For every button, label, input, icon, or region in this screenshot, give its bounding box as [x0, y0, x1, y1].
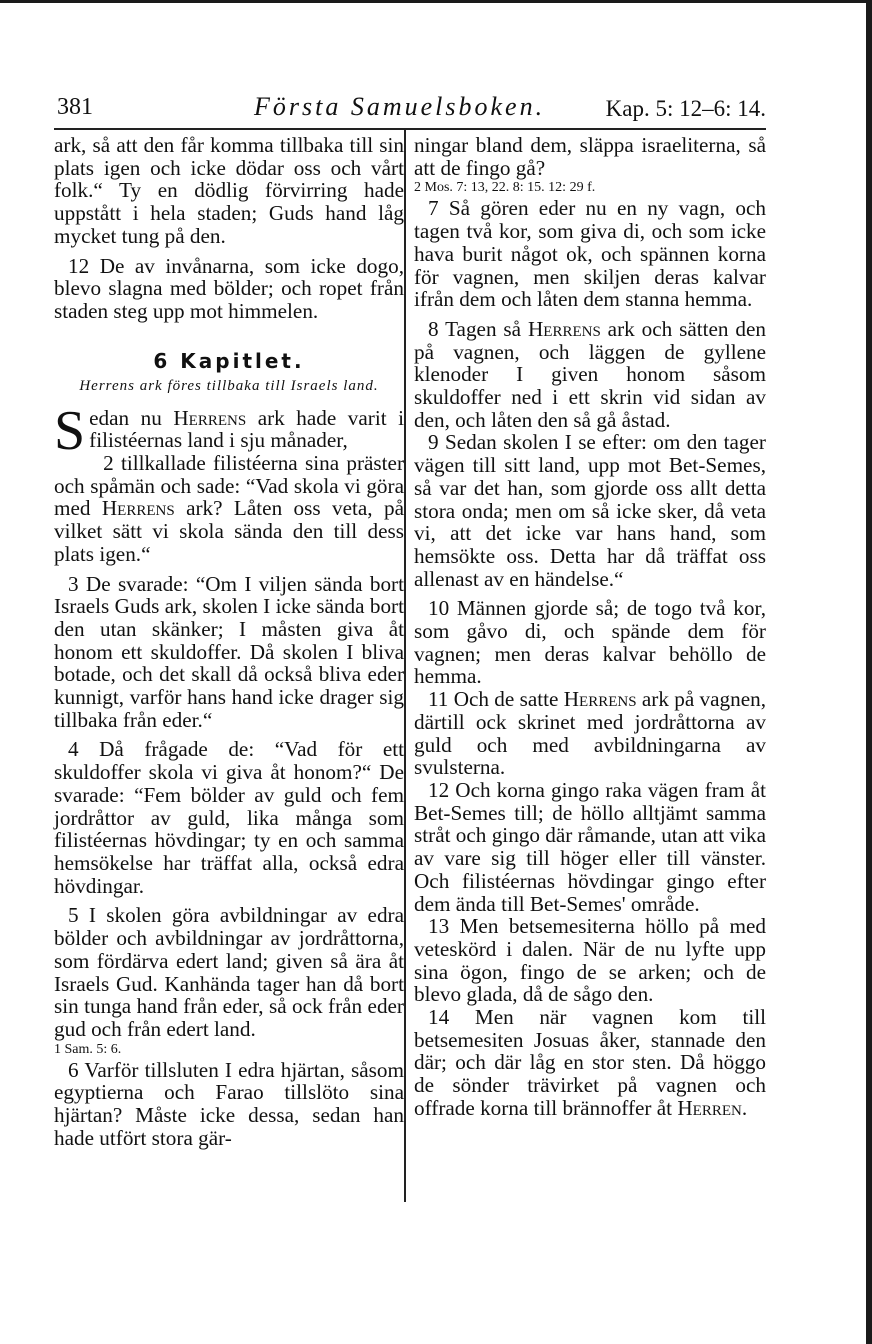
chapter-reference: Kap. 5: 12–6: 14. [605, 96, 766, 121]
header-rule [54, 128, 766, 130]
verse-2: 2 tillkallade filistéerna sina präster och spåmän och sade: “Vad skola vi göra med Herrens ark? Låten oss veta, på vilket sätt vi skola sända den till dess plats igen.“ [54, 451, 404, 566]
chapter-heading: 6 Kapitlet. [153, 348, 305, 373]
left-column [54, 134, 404, 1149]
verse-4: 4 Då frågade de: “Vad för ett skuldoffer skola vi giva åt honom?“ De svarade: “Fem bölder av guld och fem jordråttor av guld, lika många som filistéernas hövdingar; ty en och samma hemsökelse har träffat alla, också edra hövdingar. [54, 737, 404, 898]
page-edge-top [0, 0, 872, 3]
page-edge-right [866, 0, 872, 1344]
verse-9: 9 Sedan skolen I se efter: om den tager vägen till sitt land, upp mot Bet-Semes, så var det han, som gjorde oss allt detta stora onda; men om så icke sker, då veta vi, att det icke var hans hand, som hemsökte oss. Detta har då träffat oss allenast av en händelse.“ [414, 430, 766, 591]
verse-8: 8 Tagen så Herrens ark och sätten den på vagnen, och läggen de gyllene klenoder I given honom såsom skuldoffer ned i ett skrin vid sidan av den, och låten den så gå åstad. [414, 316, 766, 432]
verse-12: 12 Och korna gingo raka vägen fram åt Bet-Semes till; de höllo alltjämt samma stråt och gingo där råmande, utan att vika av vare sig till höger eller till vänster. Och filistéernas hövdingar gingo efter dem ända till Bet-Semes' område. [414, 777, 766, 916]
cross-reference: 1 Sam. 5: 6. [54, 1041, 122, 1057]
verse-6: 6 Varför tillsluten I edra hjärtan, såsom egyptierna och Farao tillslöto sina hjärtan? Måste icke dessa, sedan han hade utfört stora gär- [54, 1057, 404, 1150]
verse-7: 7 Så gören eder nu en ny vagn, och tagen två kor, som giva di, och som icke hava burit något ok, och spännen korna för vagnen, men skiljen deras kalvar ifrån dem och låten dem stanna hemma. [414, 196, 766, 312]
page-header [54, 90, 766, 130]
verse-3: 3 De svarade: “Om I viljen sända bort Israels Guds ark, skolen I icke sända bort den utan skänker; I måsten giva åt honom ett skuldoffer. Då skolen I bliva botade, och det skall då också bliva eder kunnigt, varför hans hand icke drager sig tillbaka från eder.“ [54, 571, 404, 732]
drop-cap: S [54, 399, 86, 462]
right-column [414, 134, 766, 1120]
verse-13: 13 Men betsemesiterna höllo på med veteskörd i dalen. När de nu lyfte upp sina ögon, fingo de se arken; och de blevo glada, då de sågo den. [414, 914, 766, 1007]
cross-reference: 2 Mos. 7: 13, 22. 8: 15. 12: 29 f. [414, 180, 596, 196]
verse-12: 12 De av invånarna, som icke dogo, blevo slagna med bölder; och ropet från staden steg upp mot himmelen. [54, 253, 404, 323]
page-number: 381 [57, 94, 93, 120]
verse-14: 14 Men när vagnen kom till betsemesiten Josuas åker, stannade den där; och där låg en stor sten. Då höggo de sönder trävirket på vagnen och offrade korna till brännoffer åt Herren. [414, 1005, 766, 1120]
verse-10: 10 Männen gjorde så; de togo två kor, som gåvo di, och spände dem för vagnen; men deras kalvar behöllo de hemma. [414, 596, 766, 689]
verse-11: 11 Och de satte Herrens ark på vagnen, därtill ock skrinet med jordråttorna av guld och med avbildningarna av svulsterna. [414, 687, 767, 780]
paragraph-continued: ark, så att den får komma tillbaka till sin plats igen och icke dödar oss och vårt folk.“ Ty en dödlig förvirring hade uppstått i hela staden; Guds hand låg mycket tung på den. [54, 133, 404, 248]
verse-5: 5 I skolen göra avbildningar av edra bölder och avbildningar av jordråttorna, som fördärva edert land; given så ära åt Israels Gud. Kanhända tager han då bort sin tunga hand från eder, så ock från eder gud och från edert land. [54, 903, 404, 1041]
verse-1: Sedan nu Herrens ark hade varit i filistéernas land i sju månader, [54, 399, 405, 462]
chapter-summary: Herrens ark föres tillbaka till Israels land. [79, 377, 379, 394]
paragraph-continued: ningar bland dem, släppa israeliterna, så att de fingo gå? [414, 133, 766, 180]
book-title: Första Samuelsboken. [254, 92, 546, 121]
column-divider [404, 128, 406, 1202]
